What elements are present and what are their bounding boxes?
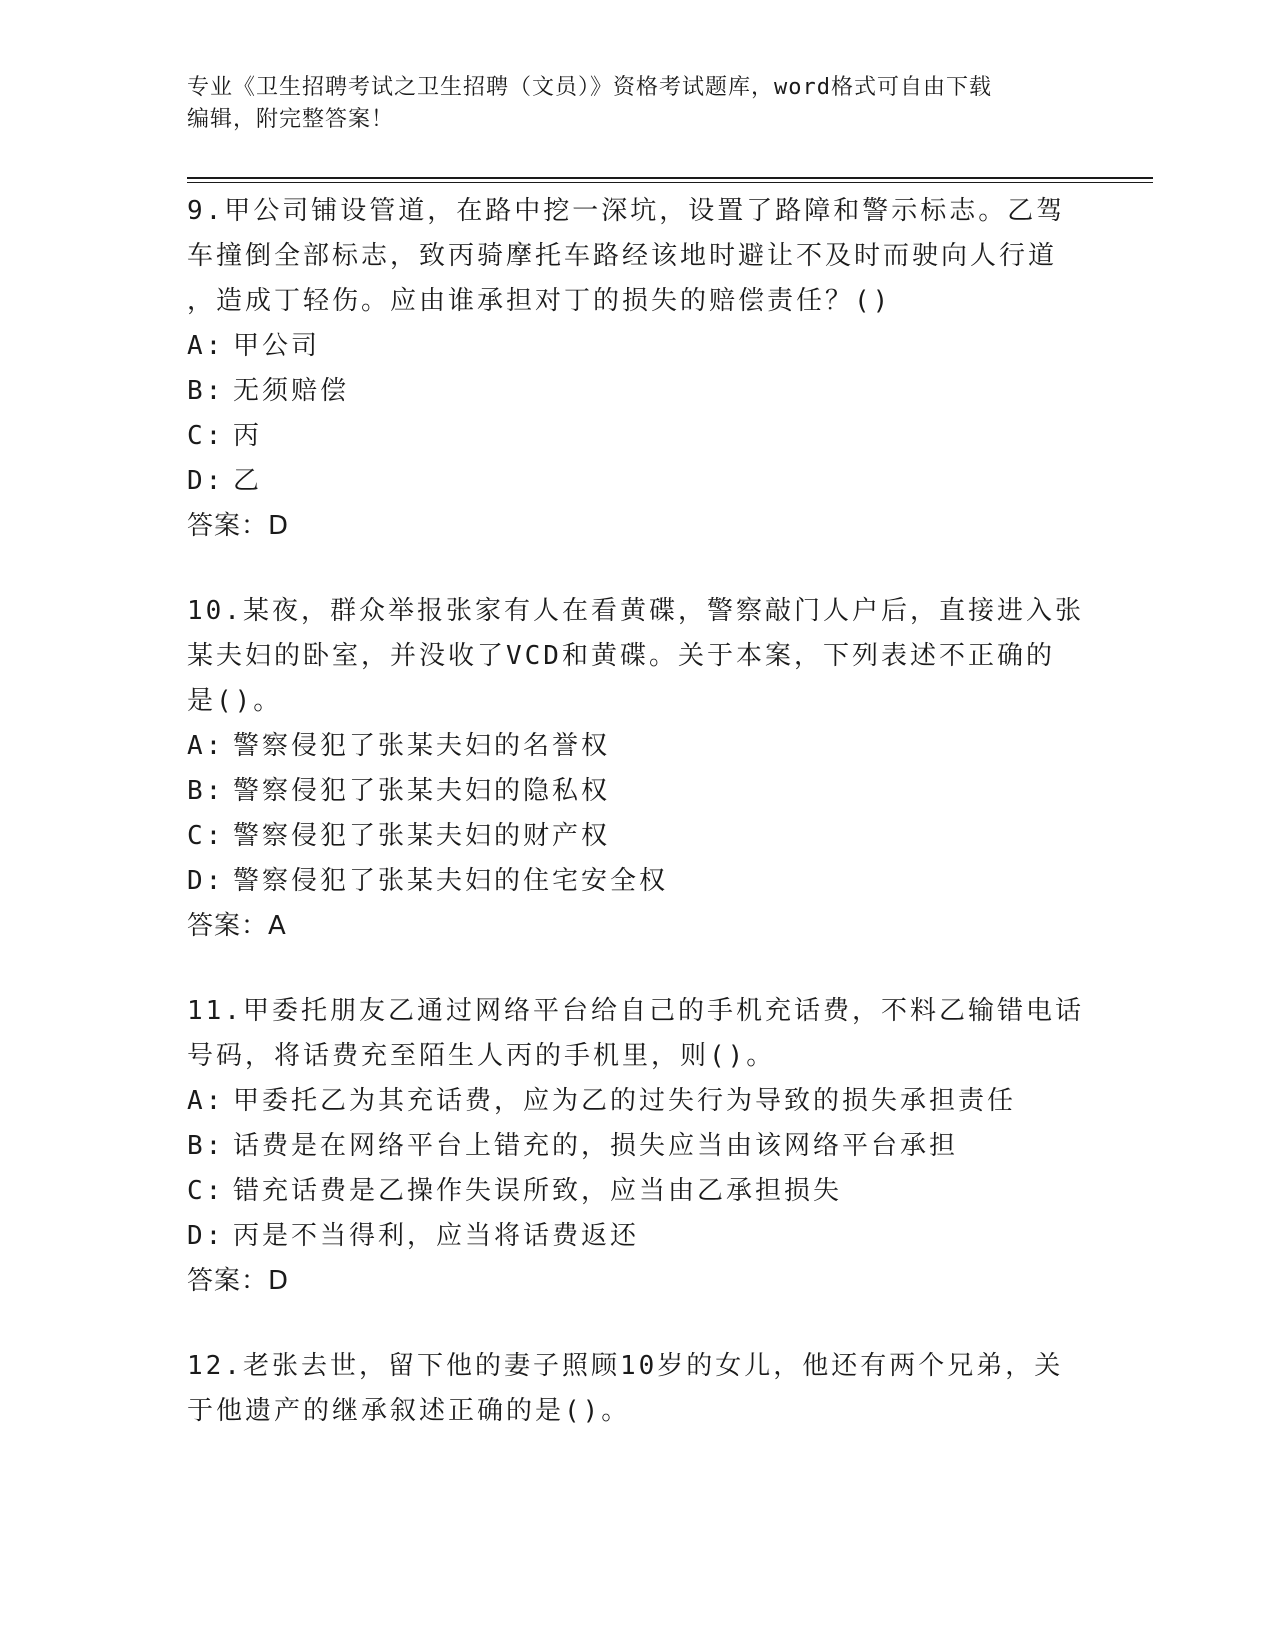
option-text: 错充话费是乙操作失误所致，应当由乙承担损失 <box>233 1176 843 1206</box>
document-header <box>187 72 1067 136</box>
header-line-2: 编辑，附完整答案！ <box>187 107 395 132</box>
option-key: D: <box>187 1221 225 1251</box>
header-divider-thick <box>187 177 1153 179</box>
question-list <box>187 189 1087 1474</box>
option-text: 话费是在网络平台上错充的，损失应当由该网络平台承担 <box>233 1131 959 1161</box>
option-key: B: <box>187 376 225 406</box>
option-key: C: <box>187 421 225 451</box>
question-stem-line: 是()。 <box>187 686 283 716</box>
question-12 <box>187 1344 1087 1434</box>
option-key: A: <box>187 331 225 361</box>
question-stem-line: 10.某夜，群众举报张家有人在看黄碟，警察敲门人户后，直接进入张 <box>187 596 1084 626</box>
option-key: D: <box>187 866 225 896</box>
option-key: A: <box>187 1086 225 1116</box>
question-stem-line: 于他遗产的继承叙述正确的是()。 <box>187 1396 631 1426</box>
option-text: 甲公司 <box>233 331 321 361</box>
option-d <box>187 1214 1087 1259</box>
question-stem-line: 某夫妇的卧室，并没收了VCD和黄碟。关于本案，下列表述不正确的 <box>187 641 1055 671</box>
option-c <box>187 1169 1087 1214</box>
question-stem-line: 11.甲委托朋友乙通过网络平台给自己的手机充话费，不料乙输错电话 <box>187 996 1084 1026</box>
option-key: C: <box>187 1176 225 1206</box>
option-text: 甲委托乙为其充话费，应为乙的过失行为导致的损失承担责任 <box>233 1086 1017 1116</box>
question-stem-line: 号码，将话费充至陌生人丙的手机里，则()。 <box>187 1041 776 1071</box>
option-b <box>187 369 1087 414</box>
option-text: 丙是不当得利，应当将话费返还 <box>233 1221 640 1251</box>
option-text: 丙 <box>233 421 263 451</box>
option-text: 乙 <box>233 466 263 496</box>
option-text: 警察侵犯了张某夫妇的隐私权 <box>233 776 611 806</box>
option-text: 警察侵犯了张某夫妇的财产权 <box>233 821 611 851</box>
answer-line: 答案：D <box>187 1266 290 1296</box>
question-stem-line: 车撞倒全部标志，致丙骑摩托车路经该地时避让不及时而驶向人行道 <box>187 241 1058 271</box>
option-b <box>187 769 1087 814</box>
option-a <box>187 724 1087 769</box>
option-key: D: <box>187 466 225 496</box>
option-key: A: <box>187 731 225 761</box>
option-text: 警察侵犯了张某夫妇的名誉权 <box>233 731 611 761</box>
option-c <box>187 414 1087 459</box>
question-stem-line: 12.老张去世，留下他的妻子照顾10岁的女儿，他还有两个兄弟，关 <box>187 1351 1064 1381</box>
question-11 <box>187 989 1087 1304</box>
option-key: C: <box>187 821 225 851</box>
header-divider-thin <box>187 182 1153 183</box>
option-text: 无须赔偿 <box>233 376 350 406</box>
answer-line: 答案：D <box>187 511 290 541</box>
header-line-1: 专业《卫生招聘考试之卫生招聘（文员）》资格考试题库，word格式可自由下载 <box>187 75 992 100</box>
option-a <box>187 324 1087 369</box>
question-10 <box>187 589 1087 949</box>
option-text: 警察侵犯了张某夫妇的住宅安全权 <box>233 866 669 896</box>
question-stem-line: 9.甲公司铺设管道，在路中挖一深坑，设置了路障和警示标志。乙驾 <box>187 196 1066 226</box>
option-key: B: <box>187 776 225 806</box>
option-d <box>187 459 1087 504</box>
option-a <box>187 1079 1087 1124</box>
option-key: B: <box>187 1131 225 1161</box>
question-9 <box>187 189 1087 549</box>
question-stem-line: ，造成丁轻伤。应由谁承担对丁的损失的赔偿责任？() <box>187 286 892 316</box>
option-d <box>187 859 1087 904</box>
option-c <box>187 814 1087 859</box>
answer-line: 答案：A <box>187 911 287 941</box>
option-b <box>187 1124 1087 1169</box>
